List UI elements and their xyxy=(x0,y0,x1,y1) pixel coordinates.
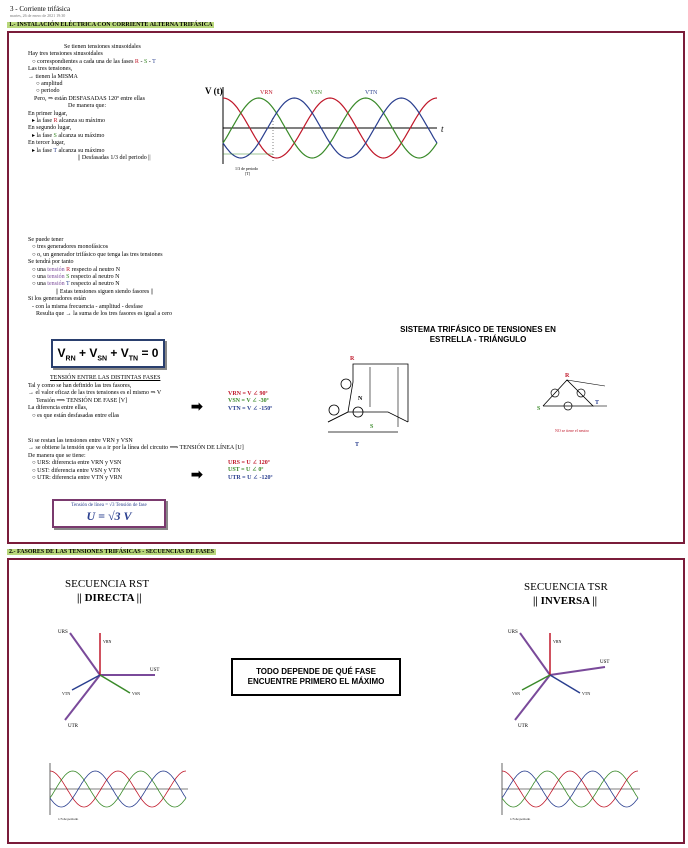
arrow-icon: ➡ xyxy=(191,398,203,414)
phase-line: La diferencia entre ellas, xyxy=(28,405,88,412)
vec-ust: UST xyxy=(600,660,610,665)
gen-line: - con la misma frecuencia - amplitud - desfase xyxy=(32,303,143,310)
vec-ust: UST xyxy=(150,668,160,673)
arrow-icon: ➡ xyxy=(191,466,203,482)
vec-vsn: VSN xyxy=(512,691,521,696)
vec-vtn: VTN xyxy=(62,691,71,696)
node-s: S xyxy=(370,424,374,430)
vec-urs: URS xyxy=(508,630,518,635)
line-line: ○ UST: diferencia entre VSN y VTN xyxy=(32,467,121,474)
intro-line: Se tienen tensiones sinusoidales xyxy=(64,44,141,50)
graph-ylabel: V (t) xyxy=(205,86,223,96)
star-delta-circuit xyxy=(308,352,418,452)
intro-line: En primer lugar, xyxy=(28,110,68,117)
line-line: Si se restan las tensiones entre VRN y VSN xyxy=(28,438,133,444)
formula-caption: Tensión de línea = √3 Tensión de fase xyxy=(71,503,147,508)
vec-urs: URS xyxy=(58,630,68,635)
line-line: ○ UTR: diferencia entre VTN y VRN xyxy=(32,475,123,482)
system-title: SISTEMA TRIFÁSICO DE TENSIONES EN ESTRELLA - TRIÁNGULO xyxy=(400,325,556,344)
intro-text xyxy=(28,44,208,163)
gen-line: ○ una tensión S respecto al neutro N xyxy=(32,274,120,281)
intro-line: → tienen la MISMA xyxy=(28,73,78,80)
phase-heading: TENSIÓN ENTRE LAS DISTINTAS FASES xyxy=(50,375,161,381)
phasor-rst xyxy=(50,615,190,735)
intro-line: Las tres tensiones, xyxy=(28,66,73,73)
small-period-label: 1/3 de periodo xyxy=(58,817,79,821)
gen-line: Se puede tener xyxy=(28,237,64,243)
period-sub: [T] xyxy=(245,171,251,176)
tsr-title: SECUENCIA TSR xyxy=(524,581,608,593)
phase-val: VTN = V ∠ -150º xyxy=(228,405,273,412)
gen-line: Si los generadores están xyxy=(28,296,86,303)
vec-vrn: VRN xyxy=(553,639,562,644)
intro-line: ▸ la fase T alcanza su máximo xyxy=(32,147,105,154)
node-r: R xyxy=(350,356,355,362)
gen-line: Se tendrá por tanto xyxy=(28,259,74,266)
phase-val: VSN = V ∠ -30º xyxy=(228,398,269,405)
phase-line: Tal y como se han definido las tres fasores, xyxy=(28,383,132,389)
intro-line: De manera que: xyxy=(68,103,106,110)
intro-line: ○ periodo xyxy=(36,88,60,95)
line-line: De manera que se tiene: xyxy=(28,452,86,459)
gen-line: ○ tres generadores monofásicos xyxy=(32,244,109,251)
page-date: martes, 26 de enero de 2021 19:30 xyxy=(10,13,66,18)
intro-line: ○ amplitud xyxy=(36,81,63,88)
vec-vsn: VSN xyxy=(132,691,141,696)
phase-val: VRN = V ∠ 90º xyxy=(228,391,268,397)
vec-utr: UTR xyxy=(68,724,78,729)
rst-subtitle: || DIRECTA || xyxy=(77,592,142,604)
line-val: URS = U ∠ 120º xyxy=(228,460,270,466)
delta-circuit xyxy=(535,368,635,438)
phase-line: → el valor eficaz de las tres tensiones es el mismo ⇒ V xyxy=(28,390,162,397)
intro-line: ▸ la fase S alcanza su máximo xyxy=(32,132,105,139)
vec-vrn: VRN xyxy=(103,639,112,644)
tsr-subtitle: || INVERSA || xyxy=(533,595,598,607)
rst-title: SECUENCIA RST xyxy=(65,578,150,590)
intro-line: ▸ la fase R alcanza su máximo xyxy=(32,118,106,125)
center-note: TODO DEPENDE DE QUÉ FASE ENCUENTRE PRIMERO EL MÁXIMO xyxy=(231,658,401,696)
phasor-tsr xyxy=(500,615,640,735)
phase-values xyxy=(228,391,272,413)
sum-equation: $V_{RN} + V_{SN} + V_{TN} = 0$ xyxy=(51,339,165,368)
section1-heading: 1.- INSTALACIÓN ELÉCTRICA CON CORRIENTE ALTERNA TRIFÁSICA xyxy=(9,22,213,28)
gen-line: Resulta que → la suma de los tres fasores es igual a cero xyxy=(36,311,172,318)
formula-box xyxy=(52,499,166,528)
delta-r: R xyxy=(565,373,570,379)
line-values xyxy=(228,460,272,482)
intro-line: ○ correspondientes a cada una de las fases R - S - T xyxy=(32,58,156,65)
small-sine-rst xyxy=(38,760,188,835)
intro-line: Hay tres tensiones sinusoidales xyxy=(28,51,103,58)
line-line: → se obtiene la tensión que va a ir por la línea del circuito ⟹ TENSIÓN DE LÍNEA [U] xyxy=(28,445,244,452)
small-period-label: 1/3 de periodo xyxy=(510,817,531,821)
node-n: N xyxy=(358,396,363,402)
intro-line: Pero, ⇒ están DESFASADAS 120º entre ellas xyxy=(34,95,145,102)
formula: U = √3 V xyxy=(86,509,132,523)
section2-heading: 2.- FASORES DE LAS TENSIONES TRIFÁSICAS - SECUENCIAS DE FASES xyxy=(9,549,214,555)
generators-text xyxy=(28,237,248,318)
period-label: 1/3 de periodo xyxy=(235,166,259,171)
delta-s: S xyxy=(537,406,541,412)
intro-line: En tercer lugar, xyxy=(28,140,65,147)
page-title: 3 - Corriente trifásica xyxy=(10,5,71,13)
phase-line: Tensión ⟹ TENSIÓN DE FASE [V] xyxy=(36,397,128,404)
line-val: UST = U ∠ 0º xyxy=(228,467,264,474)
label-vsn: VSN xyxy=(310,90,323,96)
gen-line: ○ una tensión R respecto al neutro N xyxy=(32,266,121,273)
gen-line: ○ una tensión T respecto al neutro N xyxy=(32,281,120,288)
sine-graph xyxy=(205,82,444,182)
no-neutral: NO se tiene el neutro xyxy=(555,428,589,433)
graph-xlabel: t xyxy=(441,124,444,134)
intro-line: En segundo lugar, xyxy=(28,125,72,132)
line-val: UTR = U ∠ -120º xyxy=(228,474,273,481)
small-sine-tsr xyxy=(490,760,640,835)
label-vrn: VRN xyxy=(260,90,273,96)
delta-t: T xyxy=(595,400,600,406)
vec-vtn: VTN xyxy=(582,691,591,696)
gen-line: || Estas tensiones siguen siendo fasores || xyxy=(56,288,154,295)
vec-utr: UTR xyxy=(518,724,528,729)
label-vtn: VTN xyxy=(365,90,378,96)
intro-line: || Desfasadas 1/3 del periodo || xyxy=(78,155,151,162)
node-t: T xyxy=(355,442,360,448)
gen-line: ○ o, un generador trifásico que tenga las tres tensiones xyxy=(32,251,163,258)
phase-line: ○ es que están desfasadas entre ellas xyxy=(32,412,120,419)
line-line: ○ URS: diferencia entre VRN y VSN xyxy=(32,460,122,467)
